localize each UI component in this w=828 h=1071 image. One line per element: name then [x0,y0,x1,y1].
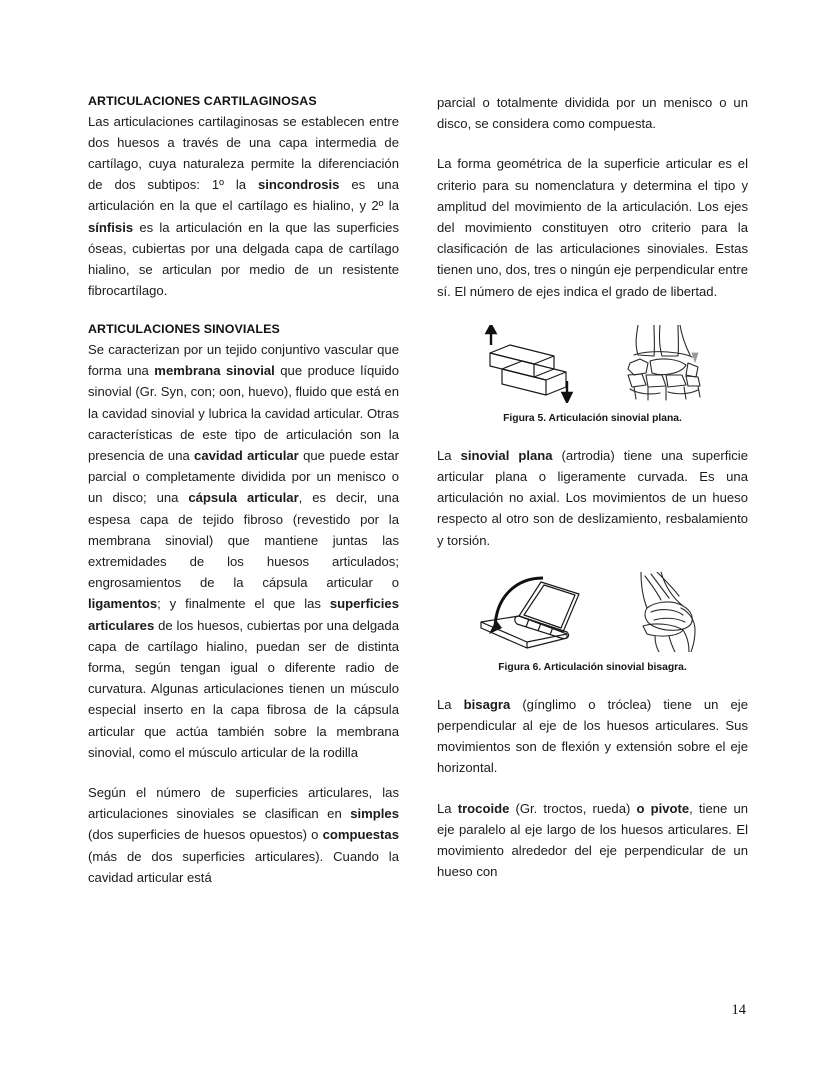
sliding-blocks-diagram [474,325,582,403]
paragraph-sinovial-plana [437,445,748,551]
figure-6-caption: Figura 6. Articulación sinovial bisagra. [498,661,687,673]
paragraph-sinoviales [88,339,399,763]
figure-6-artwork [437,570,748,652]
text-run: La [437,447,461,463]
text-run: que puede estar parcial o completamente dividida por un menisco o un disco; una [88,448,400,506]
carpal-bones-illustration [616,325,712,403]
term-bisagra: bisagra [463,696,511,712]
term-trocoide: trocoide [457,800,510,816]
paragraph-forma-geometrica: La forma geométrica de la superficie articular es el criterio para su nomenclatura y determina el tipo y amplitud del movimiento de la articulación. Los ejes del movimiento constituyen otro criterio para la clasificación de las articulaciones sinoviales. Estas tienen uno, dos, tres o ningún eje perpendicular entre sí. El número de ejes indica el grado de libertad. [437,156,748,299]
text-run: (más de dos superficies articulares). Cuando la cavidad articular está [88,848,399,885]
elbow-joint-illustration [621,572,711,652]
figure-6 [437,570,748,675]
right-column [437,92,748,882]
term-ligamentos: ligamentos [88,596,158,612]
figure-5-artwork [437,321,748,403]
text-run: Se caracterizan por un tejido conjuntivo vascular que forma una [88,342,399,379]
text-run: (artrodia) tiene una superficie articular plana o ligeramente curvada. Es una articulación no axial. Los movimientos de un hueso respecto al otro son de deslizamiento, resbalamiento y torsión. [437,447,748,548]
term-capsula-articular: cápsula articular [188,490,299,506]
figure-5-caption: Figura 5. Articulación sinovial plana. [503,412,682,424]
page-number: 14 [731,1002,746,1018]
term-cavidad-articular: cavidad articular [194,448,299,464]
text-run: que produce líquido sinovial (Gr. Syn, con; oon, huevo), fluido que está en la cavidad sinovial y lubrica la cavidad articular. Otras características de este tipo de articulación son la presencia de una [88,363,399,464]
paragraph-continuacion: parcial o totalmente dividida por un menisco o un disco, se considera como compuesta. [437,95,748,132]
figure-5 [437,321,748,426]
paragraph-clasificacion [88,782,399,888]
left-column [88,92,399,888]
text-run: , es decir, una espesa capa de tejido fibroso (revestido por la membrana sinovial) que mantiene juntas las extremidades de los huesos articulados; engrosamientos de la cápsula articular o [88,490,399,591]
text-run: La [437,696,464,712]
text-run: es la articulación en la que las superficies óseas, cubiertas por una delgada capa de cartílago hialino, se articulan por medio de un resistente fibrocartílago. [88,219,399,299]
paragraph-trocoide [437,798,748,883]
term-sincondrosis: sincondrosis [257,177,340,193]
text-run: es una articulación en la que el cartílago es hialino, y 2º la [88,177,399,214]
text-run: de los huesos, cubiertas por una delgada capa de cartílago hialino, puedan ser de distinta forma, según tengan igual o diferente radio de curvatura. Algunas articulaciones tienen un músculo especial inserto en la capa fibrosa de la cápsula articular que actúa también sobre la membrana sinovial, como el músculo articular de la rodilla [88,617,399,760]
term-simples: simples [350,806,399,822]
term-membrana-sinovial: membrana sinovial [154,363,275,379]
text-run: La [437,800,458,816]
term-compuestas: compuestas [322,827,399,843]
heading-articulaciones-cartilaginosas: ARTICULACIONES CARTILAGINOSAS [88,94,317,108]
paragraph-bisagra [437,694,748,779]
text-run: ; y finalmente el que las [157,596,330,612]
text-run: (dos superficies de huesos opuestos) o [88,827,323,843]
text-run: (gínglimo o tróclea) tiene un eje perpendicular al eje de los huesos articulares. Sus movimientos son de flexión y extensión sobre el eje horizontal. [437,696,748,776]
door-hinge-diagram [475,572,587,652]
text-run: Las articulaciones cartilaginosas se establecen entre dos huesos a través de una capa intermedia de cartílago, cuya naturaleza permite la diferenciación de dos subtipos: 1º la [88,113,399,193]
paragraph-cartilaginosas [88,111,399,302]
text-run: , tiene un eje paralelo al eje largo de los huesos articulares. El movimiento alrededor del eje perpendicular de un hueso con [437,800,749,880]
text-run: Según el número de superficies articulares, las articulaciones sinoviales se clasifican en [88,785,399,822]
term-superficies-articulares: superficies articulares [88,596,399,633]
term-sinovial-plana: sinovial plana [460,447,553,463]
two-column-body [88,92,748,888]
text-run: (Gr. troctos, rueda) [509,800,637,816]
term-sinfisis: sínfisis [88,219,134,235]
term-pivote: o pivote [636,800,690,816]
heading-articulaciones-sinoviales: ARTICULACIONES SINOVIALES [88,322,280,337]
